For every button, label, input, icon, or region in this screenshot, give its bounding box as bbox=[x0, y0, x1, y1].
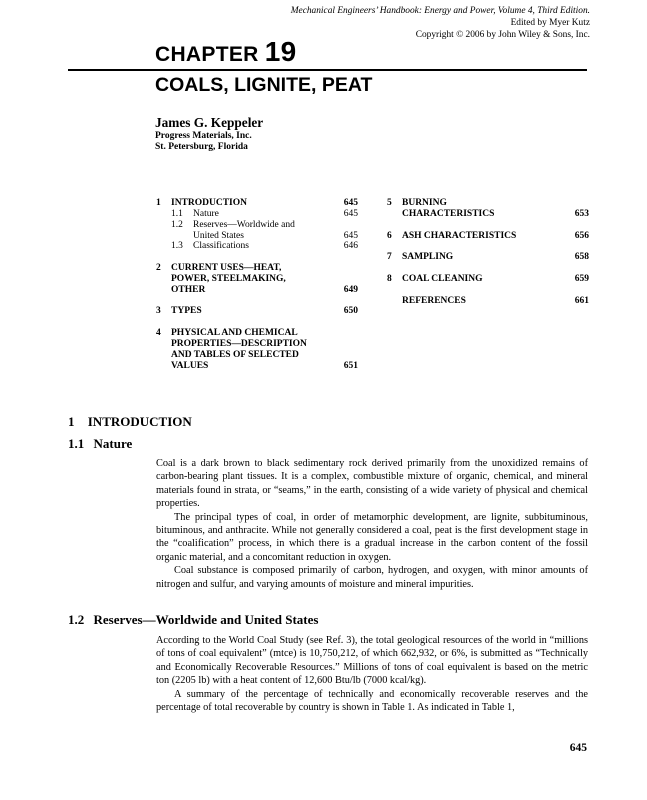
toc-num: 8 bbox=[387, 274, 392, 284]
toc-title: BURNING bbox=[402, 198, 447, 208]
toc-sub-page: 645 bbox=[343, 209, 358, 219]
section-1-2-body bbox=[156, 634, 588, 714]
toc-num: 2 bbox=[156, 263, 161, 273]
toc-sub-title: Reserves—Worldwide and bbox=[193, 220, 295, 230]
toc-sub-num: 1.3 bbox=[171, 241, 183, 251]
toc-title: OTHER bbox=[171, 285, 206, 295]
subsection-number: 1.2 bbox=[68, 612, 85, 627]
toc-num: 5 bbox=[387, 198, 392, 208]
toc-title: VALUES bbox=[171, 361, 209, 371]
toc-num: 1 bbox=[156, 198, 161, 208]
section-title: INTRODUCTION bbox=[87, 414, 192, 429]
toc-num: 6 bbox=[387, 231, 392, 241]
paragraph: The principal types of coal, in order of metamorphic development, are lignite, subbituminous, bituminous, and anthracite. While not generally considered a coal, peat is the first development stage in the “coalification” process, in which there is a gradual increase in the carbon content of the fossil organic material, and a concomitant reduction in oxygen. bbox=[156, 511, 588, 563]
toc-num: 7 bbox=[387, 252, 392, 262]
toc-page: 661 bbox=[574, 296, 589, 306]
section-number: 1 bbox=[68, 414, 75, 429]
paragraph: Coal substance is composed primarily of carbon, hydrogen, and oxygen, with minor amounts of nitrogen and sulfur, and varying amounts of moisture and mineral impurities. bbox=[156, 565, 588, 590]
toc-title: TYPES bbox=[171, 306, 202, 316]
toc-sub-page: 645 bbox=[343, 231, 358, 241]
toc-page: 656 bbox=[574, 231, 589, 241]
toc-page: 650 bbox=[343, 306, 358, 316]
editor-line: Edited by Myer Kutz bbox=[510, 18, 590, 28]
toc-title: PHYSICAL AND CHEMICAL bbox=[171, 328, 298, 338]
toc-sub-title: United States bbox=[193, 231, 244, 241]
section-1-1-body bbox=[156, 457, 588, 591]
chapter-number: 19 bbox=[264, 36, 297, 67]
toc-sub-num: 1.2 bbox=[171, 220, 183, 230]
chapter-label: CHAPTER bbox=[155, 43, 259, 66]
toc-page: 653 bbox=[574, 209, 589, 219]
toc-page: 649 bbox=[343, 285, 358, 295]
toc-page: 651 bbox=[343, 361, 358, 371]
author-name: James G. Keppeler bbox=[155, 115, 264, 130]
section-heading bbox=[68, 414, 192, 430]
toc-sub-num: 1.1 bbox=[171, 209, 183, 219]
paragraph: A summary of the percentage of technically and economically recoverable reserves and the percentage of total recoverable by country is shown in Table 1. As indicated in Table 1, bbox=[156, 688, 588, 714]
subsection-heading bbox=[68, 612, 318, 628]
toc-page: 659 bbox=[574, 274, 589, 284]
page-number: 645 bbox=[569, 742, 587, 754]
paragraph: According to the World Coal Study (see Ref. 3), the total geological resources of the world in “millions of tons of coal equivalent” (mtce) is 10,750,212, of which 662,932, or 6%, is submitted as “Technically and Economically Recoverable Resources.” Millions of tons of coal equivalent is based on the metric ton (2205 lb) with a heat content of 12,600 Btu/lb (7000 kcal/kg). bbox=[156, 635, 588, 687]
toc-sub-title: Nature bbox=[193, 209, 219, 219]
toc-title: COAL CLEANING bbox=[402, 274, 483, 284]
copyright-line: Copyright © 2006 by John Wiley & Sons, Inc. bbox=[415, 30, 590, 40]
toc-title: CHARACTERISTICS bbox=[402, 209, 495, 219]
toc-page: 645 bbox=[343, 198, 358, 208]
subsection-title: Nature bbox=[93, 436, 133, 451]
toc-title: CURRENT USES—HEAT, bbox=[171, 263, 282, 273]
toc-title: PROPERTIES—DESCRIPTION bbox=[171, 339, 307, 349]
toc-title: SAMPLING bbox=[402, 252, 454, 262]
author-location: St. Petersburg, Florida bbox=[155, 142, 248, 152]
toc-title: INTRODUCTION bbox=[171, 198, 248, 208]
toc-sub-title: Classifications bbox=[193, 241, 249, 251]
chapter-title: COALS, LIGNITE, PEAT bbox=[155, 74, 373, 96]
toc-num: 4 bbox=[156, 328, 161, 338]
toc-title: ASH CHARACTERISTICS bbox=[402, 231, 517, 241]
subsection-number: 1.1 bbox=[68, 436, 85, 451]
toc-num: 3 bbox=[156, 306, 161, 316]
paragraph: Coal is a dark brown to black sedimentary rock derived primarily from the unoxidized remains of carbon-bearing plant tissues. It is a complex, combustible mixture of organic, chemical, and mineral materials found in strata, or “seams,” in the earth, consisting of a wide variety of physical and chemical properties. bbox=[156, 458, 588, 510]
toc-title: REFERENCES bbox=[402, 296, 466, 306]
toc-sub-page: 646 bbox=[343, 241, 358, 251]
subsection-title: Reserves—Worldwide and United States bbox=[93, 612, 319, 627]
toc-title: POWER, STEELMAKING, bbox=[171, 274, 286, 284]
subsection-heading bbox=[68, 436, 132, 452]
toc-title: AND TABLES OF SELECTED bbox=[171, 350, 299, 360]
chapter-rule bbox=[68, 69, 587, 71]
chapter-heading bbox=[155, 36, 297, 67]
toc-page: 658 bbox=[574, 252, 589, 262]
author-affiliation: Progress Materials, Inc. bbox=[155, 131, 252, 141]
source-line: Mechanical Engineers’ Handbook: Energy and Power, Volume 4, Third Edition. bbox=[290, 6, 590, 16]
